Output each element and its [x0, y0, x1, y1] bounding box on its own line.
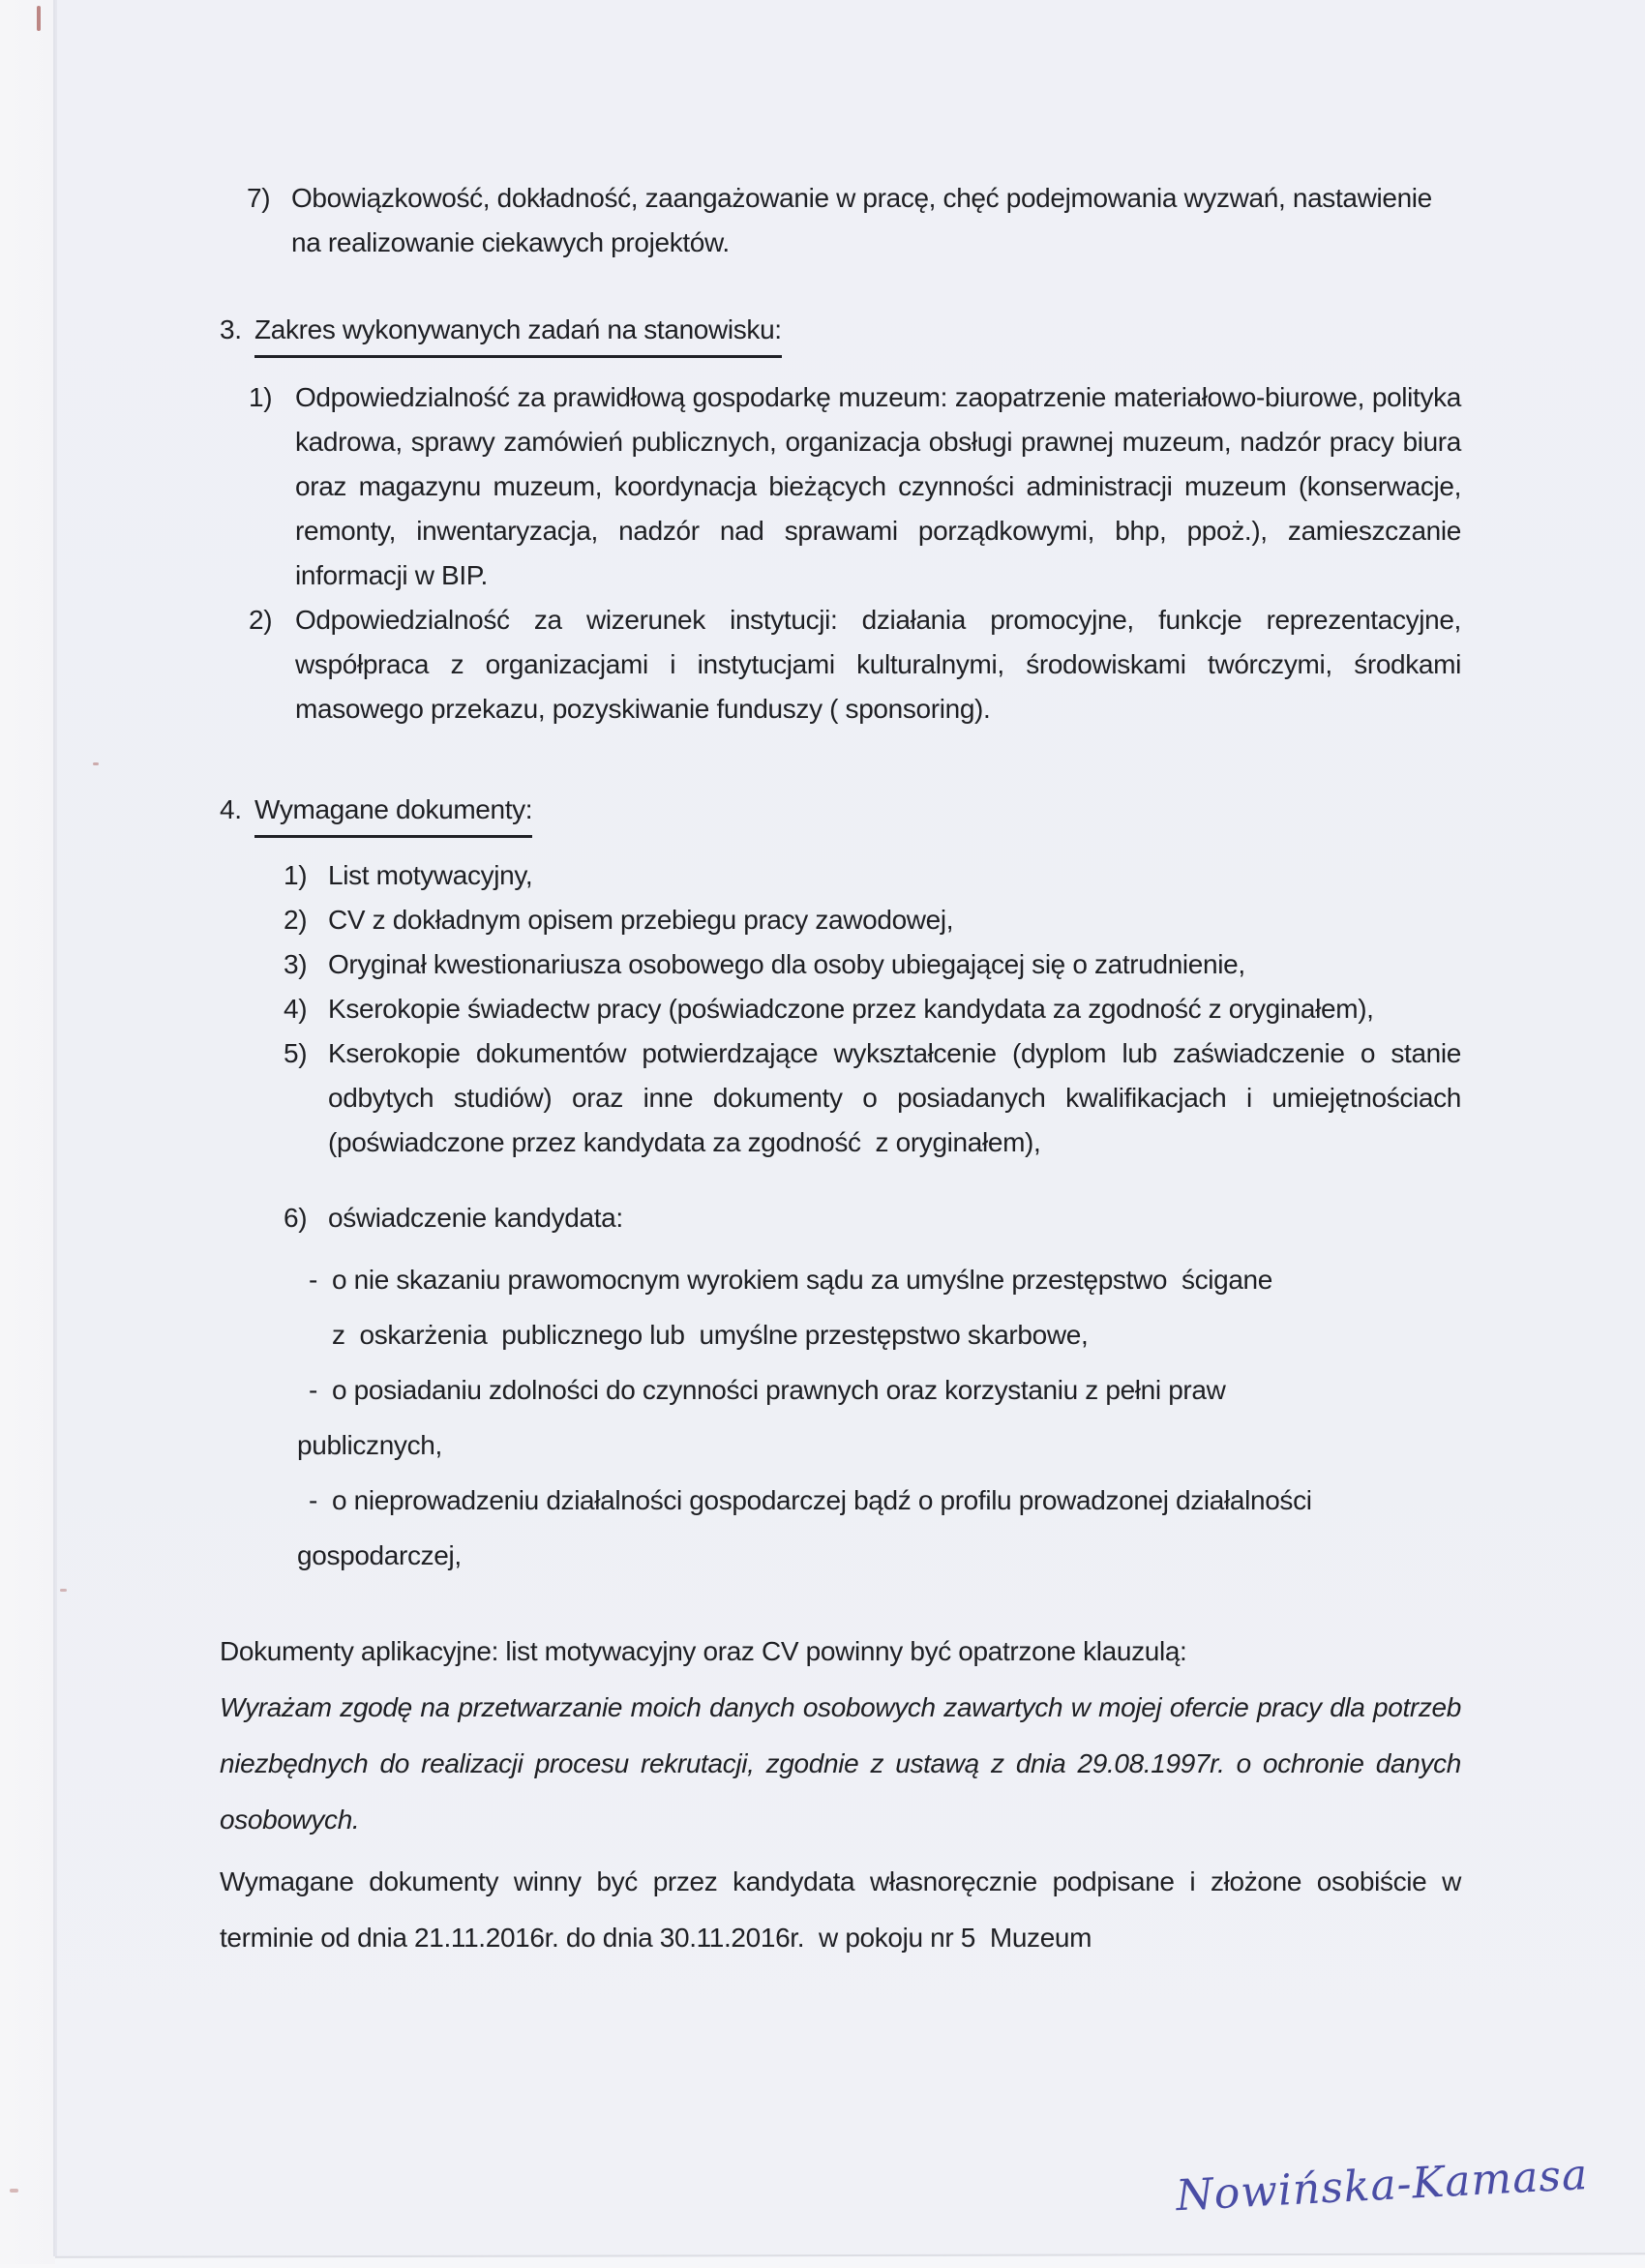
list-number: 4) [284, 994, 308, 1024]
section-4-item-3-text: Oryginał kwestionariusza osobowego dla osoby ubiegającej się o zatrudnienie, [328, 949, 1245, 979]
list-item-7-text: Obowiązkowość, dokładność, zaangażowanie w pracę, chęć podejmowania wyzwań, nastawienie na realizowanie ciekawych projektów. [291, 183, 1432, 257]
application-clause-intro: Dokumenty aplikacyjne: list motywacyjny oraz CV powinny być opatrzone klauzulą: [220, 1636, 1187, 1666]
section-3-number: 3. [220, 314, 242, 344]
section-4-item-4 [284, 987, 1461, 1031]
list-number: 2) [284, 905, 308, 935]
dash-bullet: - [309, 1265, 317, 1295]
section-4-item-5 [284, 1031, 1461, 1165]
section-4-item-4-text: Kserokopie świadectw pracy (poświadczone przez kandydata za zgodność z oryginałem), [328, 994, 1374, 1024]
section-4-item-1 [284, 853, 1461, 898]
section-3-item-2-text: Odpowiedzialność za wizerunek instytucji: działania promocyjne, funkcje reprezentacyjne, współpraca z organizacjami i instytucjami kulturalnymi, środowiskami twórczymi, środkami masowego przekazu, pozyskiwanie funduszy ( sponsoring). [295, 605, 1461, 724]
section-4-item-2-text: CV z dokładnym opisem przebiegu pracy zawodowej, [328, 905, 954, 935]
submission-instructions: Wymagane dokumenty winny być przez kandydata własnoręcznie podpisane i złożone osobiście w terminie od dnia 21.11.2016r. do dnia 30.11.2016r. w pokoju nr 5 Muzeum [220, 1866, 1461, 1953]
declaration-2-line-2: publicznych, [297, 1430, 442, 1460]
closing-paragraphs [220, 1624, 1461, 1966]
section-4-title: Wymagane dokumenty: [254, 788, 532, 838]
section-4-item-1-text: List motywacyjny, [328, 860, 533, 890]
candidate-declarations [220, 1252, 1461, 1583]
section-3-item-2 [249, 598, 1461, 731]
declaration-1-line-1: o nie skazaniu prawomocnym wyrokiem sądu za umyślne przestępstwo ścigane [332, 1265, 1273, 1295]
handwritten-signature: Nowińska-Kamasa [1174, 2150, 1590, 2222]
document-content [220, 176, 1461, 1966]
section-4-item-6-text: oświadczenie kandydata: [328, 1203, 623, 1233]
declaration-3-line-2: gospodarczej, [297, 1540, 462, 1570]
declaration-2 [309, 1362, 1461, 1418]
scan-artifact [93, 762, 99, 765]
declaration-2-line-1: o posiadaniu zdolności do czynności prawnych oraz korzystaniu z pełni praw [332, 1375, 1226, 1405]
list-number: 5) [284, 1038, 308, 1068]
list-number: 3) [284, 949, 308, 979]
list-item-7 [247, 176, 1461, 265]
declaration-3 [309, 1473, 1461, 1528]
section-4-heading [220, 788, 1461, 838]
scan-artifact [60, 1589, 67, 1592]
list-number: 7) [247, 183, 271, 213]
section-4-item-2 [284, 898, 1461, 942]
dash-bullet: - [309, 1485, 317, 1515]
section-3-item-1 [249, 375, 1461, 598]
data-consent-clause: Wyrażam zgodę na przetwarzanie moich danych osobowych zawartych w mojej ofercie pracy dla potrzeb niezbędnych do realizacji procesu rekrutacji, zgodnie z ustawą z dnia 29.08.1997r. o ochronie danych osobowych. [220, 1692, 1461, 1835]
dash-bullet: - [309, 1375, 317, 1405]
section-3-title: Zakres wykonywanych zadań na stanowisku: [254, 308, 782, 358]
list-number: 1) [249, 382, 273, 412]
list-number: 1) [284, 860, 308, 890]
section-4-item-5-text: Kserokopie dokumentów potwierdzające wykształcenie (dyplom lub zaświadczenie o stanie odbytych studiów) oraz inne dokumenty o posiadanych kwalifikacjach i umiejętnościach (poświadczone przez kandydata za zgodność z oryginałem), [328, 1038, 1461, 1157]
scan-artifact [10, 2189, 18, 2193]
list-number: 2) [249, 605, 273, 635]
document-page [55, 0, 1645, 2256]
section-4-number: 4. [220, 794, 242, 824]
section-4-item-3 [284, 942, 1461, 987]
page-bottom-edge [55, 2253, 1645, 2267]
section-4-list [220, 853, 1461, 1240]
declaration-1 [309, 1252, 1461, 1307]
declaration-3-line-1: o nieprowadzeniu działalności gospodarczej bądź o profilu prowadzonej działalności [332, 1485, 1312, 1515]
declaration-1-line-2: z oskarżenia publicznego lub umyślne przestępstwo skarbowe, [332, 1320, 1089, 1350]
section-3-heading [220, 308, 1461, 358]
section-3-item-1-text: Odpowiedzialność za prawidłową gospodarkę muzeum: zaopatrzenie materiałowo-biurowe, polityka kadrowa, sprawy zamówień publicznych, organizacja obsługi prawnej muzeum, nadzór pracy biura oraz magazynu muzeum, koordynacja bieżących czynności administracji muzeum (konserwacje, remonty, inwentaryzacja, nadzór nad sprawami porządkowymi, bhp, ppoż.), zamieszczanie informacji w BIP. [295, 382, 1461, 590]
list-number: 6) [284, 1203, 308, 1233]
scan-artifact [37, 6, 41, 31]
section-4-item-6 [284, 1196, 1461, 1240]
